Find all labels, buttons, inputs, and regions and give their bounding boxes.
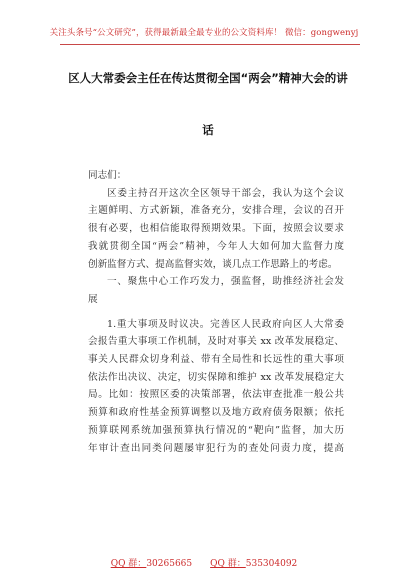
salutation: 同志们：: [88, 170, 127, 181]
body-line: 预算和政府性基金预算调整以及地方政府债务限额；依托: [88, 407, 344, 419]
qq-group-label-2: QQ 群：: [210, 559, 246, 569]
body-line: 年审计查出同类问题屡审犯行为的查处问责力度，提高: [88, 442, 344, 454]
header-divider: [60, 44, 360, 45]
section-heading: 一、聚焦中心工作巧发力，强监督，助推经济社会发: [107, 276, 344, 288]
body-line: 1.重大事项及时议决。完善区人民政府向区人大常委: [107, 318, 344, 330]
document-title-line-1: 区人大常委会主任在传达贯彻全国“两会”精神大会的讲: [68, 71, 348, 85]
qq-group-number-2: 535304092: [245, 559, 298, 569]
document-title-line-2: 话: [202, 123, 214, 137]
body-line: 我就贯彻全国“两会”精神，今年人大如何加大监督力度: [88, 240, 344, 252]
qq-group-label-1: QQ 群：: [110, 559, 147, 569]
body-line: 预算联网系统加强预算执行情况的“靶向”监督，加大历: [88, 424, 344, 436]
body-line: 局。比如：按照区委的决策部署，依法审查批准一般公共: [88, 389, 344, 401]
body-line: 区委主持召开这次全区领导干部会，我认为这个会议: [107, 187, 344, 199]
body-line: 事关人民群众切身利益、带有全局性和长远性的重大事项: [88, 354, 344, 366]
body-line: 很有必要，也相信能取得预期效果。下面，按照会议要求: [88, 223, 344, 235]
body-line: 会报告重大事项工作机制，及时对事关 xx 改革发展稳定、: [88, 336, 344, 348]
body-line: 主题鲜明、方式新颖，准备充分，安排合理，会议的召开: [88, 205, 344, 217]
footer-contact: [0, 556, 408, 569]
body-line: 创新监督方式、提高监督实效，谈几点工作思路上的考虑。: [88, 258, 338, 270]
body-line: 依法作出决议、决定，切实保障和维护 xx 改革发展稳定大: [88, 371, 344, 383]
top-banner: 关注头条号“公文研究”，获得最新最全最专业的公文资料库！ 微信：gongwenyj: [49, 28, 359, 38]
qq-group-number-1: 30265665: [146, 559, 193, 569]
document-body: [88, 167, 344, 457]
section-heading: 展: [88, 293, 98, 305]
